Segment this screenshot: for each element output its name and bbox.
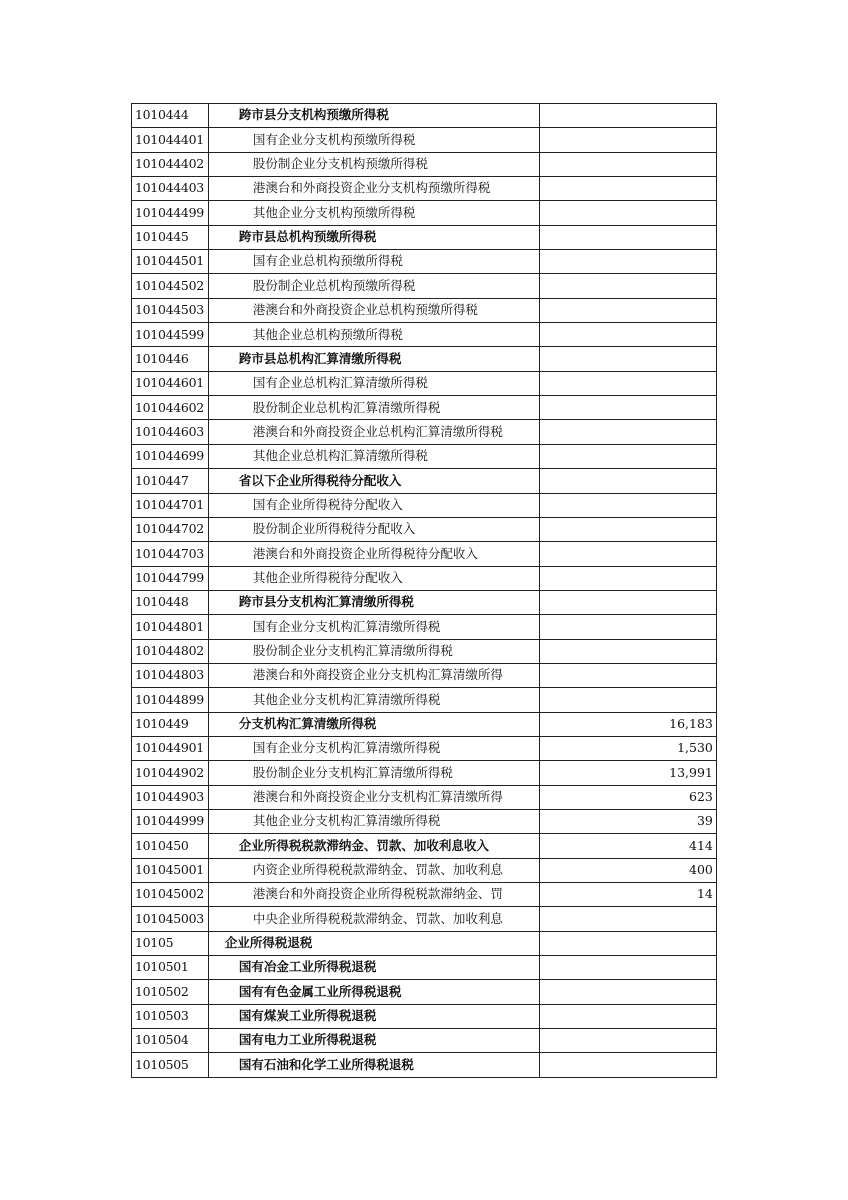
amount-cell	[539, 907, 716, 931]
subject-code-cell: 1010448	[132, 590, 209, 614]
amount-cell	[539, 517, 716, 541]
amount-cell	[539, 152, 716, 176]
subject-name-cell: 国有煤炭工业所得税退税	[208, 1004, 539, 1028]
subject-name-cell: 股份制企业总机构预缴所得税	[208, 274, 539, 298]
subject-code-cell: 101044901	[132, 736, 209, 760]
amount-cell	[539, 323, 716, 347]
subject-name-cell: 股份制企业所得税待分配收入	[208, 517, 539, 541]
amount-cell	[539, 931, 716, 955]
amount-cell	[539, 420, 716, 444]
subject-code-cell: 101044499	[132, 201, 209, 225]
amount-cell	[539, 177, 716, 201]
table-row	[132, 396, 717, 420]
subject-code-cell: 101044799	[132, 566, 209, 590]
subject-name-cell: 省以下企业所得税待分配收入	[208, 469, 539, 493]
amount-cell: 623	[539, 785, 716, 809]
amount-cell: 16,183	[539, 712, 716, 736]
amount-cell	[539, 347, 716, 371]
subject-name-cell: 股份制企业总机构汇算清缴所得税	[208, 396, 539, 420]
subject-name-cell: 国有企业分支机构汇算清缴所得税	[208, 736, 539, 760]
subject-name-cell: 国有企业分支机构汇算清缴所得税	[208, 615, 539, 639]
amount-cell	[539, 980, 716, 1004]
table-row	[132, 517, 717, 541]
table-row	[132, 712, 717, 736]
table-row	[132, 809, 717, 833]
amount-cell	[539, 225, 716, 249]
subject-code-cell: 101044603	[132, 420, 209, 444]
subject-name-cell: 国有企业所得税待分配收入	[208, 493, 539, 517]
subject-name-cell: 港澳台和外商投资企业分支机构汇算清缴所得	[208, 785, 539, 809]
subject-name-cell: 分支机构汇算清缴所得税	[208, 712, 539, 736]
subject-name-cell: 港澳台和外商投资企业分支机构预缴所得税	[208, 177, 539, 201]
amount-cell	[539, 201, 716, 225]
table-row	[132, 250, 717, 274]
table-row	[132, 177, 717, 201]
table-row	[132, 444, 717, 468]
subject-name-cell: 其他企业分支机构预缴所得税	[208, 201, 539, 225]
table-row	[132, 371, 717, 395]
table-row	[132, 104, 717, 128]
subject-code-cell: 101044903	[132, 785, 209, 809]
subject-code-cell: 101044999	[132, 809, 209, 833]
subject-code-cell: 101044403	[132, 177, 209, 201]
table-row	[132, 566, 717, 590]
amount-cell	[539, 663, 716, 687]
amount-cell	[539, 274, 716, 298]
table-row	[132, 663, 717, 687]
subject-code-cell: 101045002	[132, 883, 209, 907]
amount-cell: 13,991	[539, 761, 716, 785]
amount-cell	[539, 104, 716, 128]
table-row	[132, 980, 717, 1004]
amount-cell	[539, 542, 716, 566]
table-row	[132, 834, 717, 858]
subject-name-cell: 股份制企业分支机构汇算清缴所得税	[208, 761, 539, 785]
amount-cell	[539, 444, 716, 468]
amount-cell	[539, 371, 716, 395]
subject-name-cell: 其他企业分支机构汇算清缴所得税	[208, 809, 539, 833]
table-row	[132, 1053, 717, 1077]
table-row	[132, 907, 717, 931]
subject-name-cell: 企业所得税退税	[208, 931, 539, 955]
subject-name-cell: 国有企业分支机构预缴所得税	[208, 128, 539, 152]
table-row	[132, 225, 717, 249]
table-row	[132, 639, 717, 663]
table-row	[132, 590, 717, 614]
table-row	[132, 615, 717, 639]
table-body	[132, 104, 717, 1078]
table-row	[132, 785, 717, 809]
subject-code-cell: 1010501	[132, 956, 209, 980]
subject-code-cell: 101044503	[132, 298, 209, 322]
subject-name-cell: 其他企业总机构预缴所得税	[208, 323, 539, 347]
subject-name-cell: 其他企业总机构汇算清缴所得税	[208, 444, 539, 468]
amount-cell: 400	[539, 858, 716, 882]
amount-cell	[539, 250, 716, 274]
table-row	[132, 347, 717, 371]
subject-code-cell: 101044402	[132, 152, 209, 176]
table-row	[132, 493, 717, 517]
subject-code-cell: 101044401	[132, 128, 209, 152]
subject-name-cell: 跨市县分支机构汇算清缴所得税	[208, 590, 539, 614]
subject-name-cell: 国有石油和化学工业所得税退税	[208, 1053, 539, 1077]
subject-name-cell: 企业所得税税款滞纳金、罚款、加收利息收入	[208, 834, 539, 858]
subject-name-cell: 国有企业总机构汇算清缴所得税	[208, 371, 539, 395]
amount-cell	[539, 493, 716, 517]
amount-cell	[539, 566, 716, 590]
subject-code-cell: 10105	[132, 931, 209, 955]
subject-name-cell: 国有有色金属工业所得税退税	[208, 980, 539, 1004]
amount-cell	[539, 956, 716, 980]
amount-cell	[539, 688, 716, 712]
subject-code-cell: 101044801	[132, 615, 209, 639]
subject-name-cell: 内资企业所得税税款滞纳金、罚款、加收利息	[208, 858, 539, 882]
subject-code-cell: 101044702	[132, 517, 209, 541]
table-row	[132, 956, 717, 980]
subject-name-cell: 港澳台和外商投资企业总机构汇算清缴所得税	[208, 420, 539, 444]
subject-code-cell: 101045003	[132, 907, 209, 931]
subject-code-cell: 101044802	[132, 639, 209, 663]
subject-code-cell: 1010446	[132, 347, 209, 371]
table-row	[132, 736, 717, 760]
subject-code-cell: 1010449	[132, 712, 209, 736]
subject-code-cell: 101044601	[132, 371, 209, 395]
table-row	[132, 323, 717, 347]
amount-cell	[539, 639, 716, 663]
amount-cell	[539, 1029, 716, 1053]
table-row	[132, 761, 717, 785]
amount-cell	[539, 396, 716, 420]
table-row	[132, 931, 717, 955]
amount-cell	[539, 128, 716, 152]
table-row	[132, 274, 717, 298]
subject-code-cell: 101044699	[132, 444, 209, 468]
subject-code-cell: 101044602	[132, 396, 209, 420]
table-row	[132, 469, 717, 493]
subject-name-cell: 其他企业所得税待分配收入	[208, 566, 539, 590]
table-row	[132, 542, 717, 566]
subject-name-cell: 港澳台和外商投资企业所得税税款滞纳金、罚	[208, 883, 539, 907]
subject-name-cell: 跨市县总机构汇算清缴所得税	[208, 347, 539, 371]
table-row	[132, 298, 717, 322]
subject-code-cell: 101044899	[132, 688, 209, 712]
subject-name-cell: 港澳台和外商投资企业分支机构汇算清缴所得	[208, 663, 539, 687]
subject-code-cell: 1010505	[132, 1053, 209, 1077]
amount-cell	[539, 1053, 716, 1077]
subject-code-cell: 1010504	[132, 1029, 209, 1053]
amount-cell	[539, 1004, 716, 1028]
subject-name-cell: 跨市县分支机构预缴所得税	[208, 104, 539, 128]
subject-code-cell: 101044703	[132, 542, 209, 566]
table-row	[132, 1004, 717, 1028]
amount-cell	[539, 615, 716, 639]
subject-code-cell: 101044599	[132, 323, 209, 347]
amount-cell	[539, 469, 716, 493]
subject-name-cell: 中央企业所得税税款滞纳金、罚款、加收利息	[208, 907, 539, 931]
subject-code-cell: 101044501	[132, 250, 209, 274]
subject-code-cell: 1010503	[132, 1004, 209, 1028]
amount-cell: 1,530	[539, 736, 716, 760]
amount-cell: 39	[539, 809, 716, 833]
subject-name-cell: 股份制企业分支机构汇算清缴所得税	[208, 639, 539, 663]
subject-name-cell: 港澳台和外商投资企业所得税待分配收入	[208, 542, 539, 566]
table-row	[132, 688, 717, 712]
subject-name-cell: 港澳台和外商投资企业总机构预缴所得税	[208, 298, 539, 322]
subject-name-cell: 跨市县总机构预缴所得税	[208, 225, 539, 249]
subject-code-cell: 101044902	[132, 761, 209, 785]
subject-code-cell: 1010447	[132, 469, 209, 493]
amount-cell	[539, 590, 716, 614]
table-row	[132, 152, 717, 176]
subject-name-cell: 股份制企业分支机构预缴所得税	[208, 152, 539, 176]
subject-code-cell: 101044701	[132, 493, 209, 517]
subject-code-cell: 1010502	[132, 980, 209, 1004]
subject-name-cell: 其他企业分支机构汇算清缴所得税	[208, 688, 539, 712]
budget-revenue-table	[131, 103, 717, 1078]
table-row	[132, 420, 717, 444]
amount-cell: 14	[539, 883, 716, 907]
subject-code-cell: 1010450	[132, 834, 209, 858]
amount-cell: 414	[539, 834, 716, 858]
table-row	[132, 128, 717, 152]
amount-cell	[539, 298, 716, 322]
subject-name-cell: 国有冶金工业所得税退税	[208, 956, 539, 980]
subject-code-cell: 101044502	[132, 274, 209, 298]
table-row	[132, 883, 717, 907]
table-row	[132, 1029, 717, 1053]
table-row	[132, 858, 717, 882]
subject-code-cell: 101044803	[132, 663, 209, 687]
subject-name-cell: 国有电力工业所得税退税	[208, 1029, 539, 1053]
subject-code-cell: 101045001	[132, 858, 209, 882]
subject-code-cell: 1010445	[132, 225, 209, 249]
subject-name-cell: 国有企业总机构预缴所得税	[208, 250, 539, 274]
table-row	[132, 201, 717, 225]
subject-code-cell: 1010444	[132, 104, 209, 128]
